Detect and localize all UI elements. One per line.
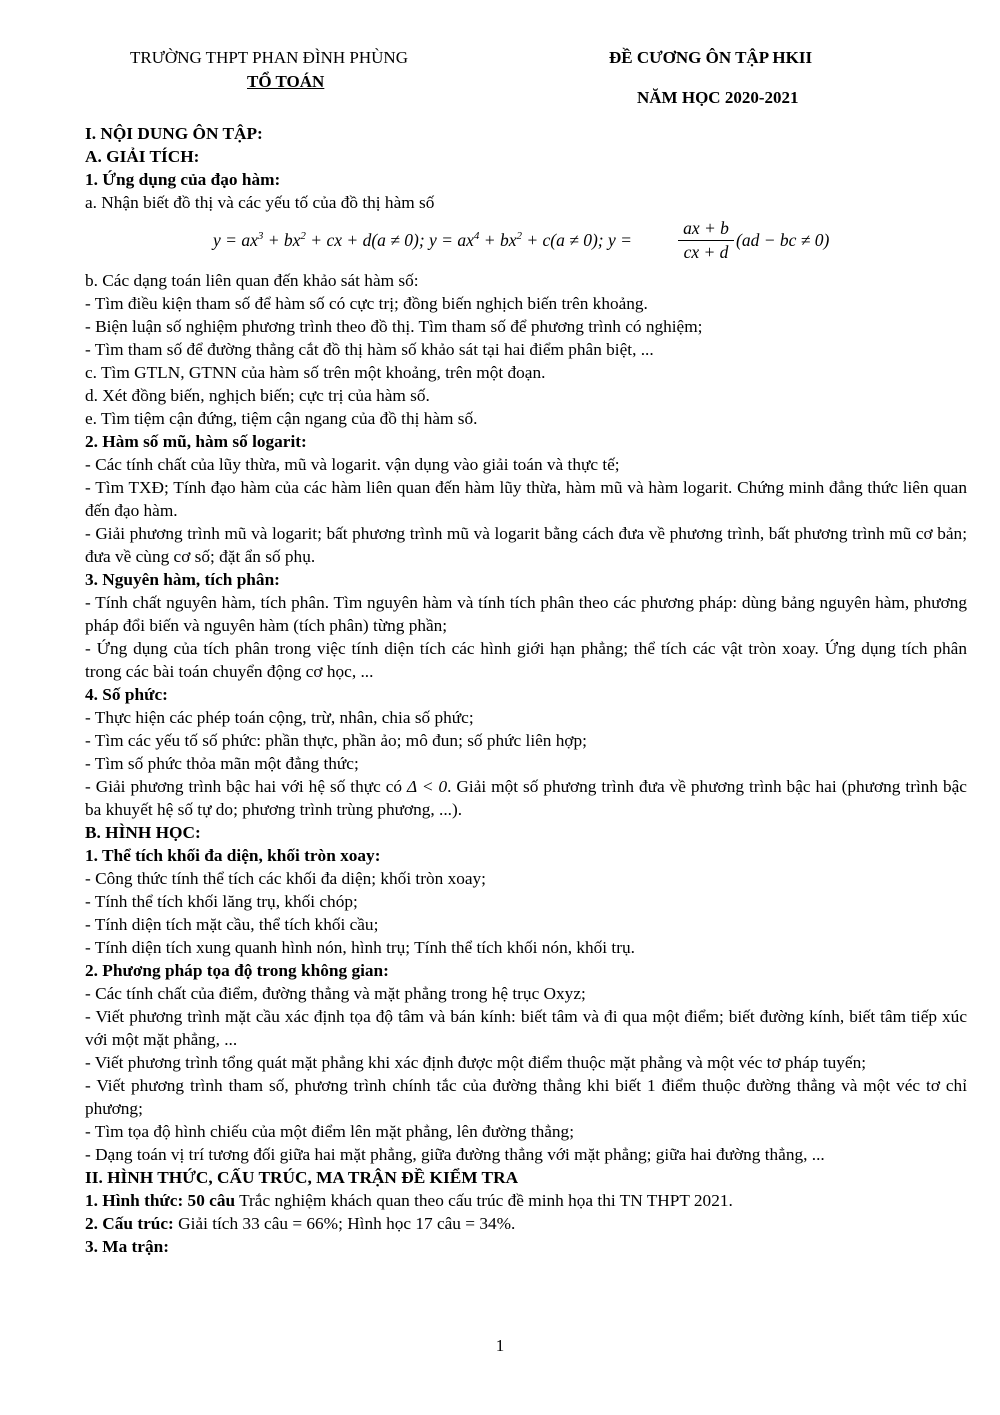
- structure-line: 2. Cấu trúc: Giải tích 33 câu = 66%; Hình học 17 câu = 34%.: [85, 1214, 516, 1233]
- topic-3-item-2: - Ứng dụng của tích phân trong việc tính diện tích các hình giới hạn phẳng; thể tích các vật tròn xoay. Ứng dụng tích phân trong các bài toán chuyển động cơ học, ...: [85, 639, 967, 681]
- geo-topic-2-item-2: - Viết phương trình mặt cầu xác định tọa độ tâm và bán kính: biết tâm và đi qua một điểm; biết đường kính, biết tâm tiếp xúc với một mặt phẳng, ...: [85, 1007, 967, 1049]
- geo-topic-2-item-3: - Viết phương trình tổng quát mặt phẳng khi xác định được một điểm thuộc mặt phẳng và một véc tơ pháp tuyến;: [85, 1053, 867, 1072]
- formula-condition: (ad − bc ≠ 0): [736, 230, 830, 250]
- geo-topic-1-title: 1. Thể tích khối đa diện, khối tròn xoay:: [85, 846, 381, 865]
- document-title: ĐỀ CƯƠNG ÔN TẬP HKII: [609, 48, 813, 67]
- department-name: TỔ TOÁN: [247, 72, 325, 91]
- topic-4-item-2: - Tìm các yếu tố số phức: phần thực, phần ảo; mô đun; số phức liên hợp;: [85, 731, 587, 750]
- topic-1-item-d: d. Xét đồng biến, nghịch biến; cực trị của hàm số.: [85, 386, 430, 405]
- topic-1-item-b2: - Biện luận số nghiệm phương trình theo đồ thị. Tìm tham số để phương trình có nghiệm;: [85, 317, 703, 336]
- school-name: TRƯỜNG THPT PHAN ĐÌNH PHÙNG: [130, 48, 408, 67]
- geo-topic-2-item-5: - Tìm tọa độ hình chiếu của một điểm lên mặt phẳng, lên đường thẳng;: [85, 1122, 574, 1141]
- geo-topic-2-item-6: - Dạng toán vị trí tương đối giữa hai mặt phẳng, giữa đường thẳng với mặt phẳng; giữa hai đường thẳng, ...: [85, 1145, 825, 1164]
- format-line: 1. Hình thức: 50 câu Trắc nghiệm khách quan theo cấu trúc đề minh họa thi TN THPT 2021.: [85, 1191, 733, 1210]
- topic-1-item-b: b. Các dạng toán liên quan đến khảo sát hàm số:: [85, 271, 419, 290]
- geo-topic-1-item-4: - Tính diện tích xung quanh hình nón, hình trụ; Tính thể tích khối nón, khối trụ.: [85, 938, 635, 957]
- topic-2-title: 2. Hàm số mũ, hàm số logarit:: [85, 432, 307, 451]
- topic-1-item-e: e. Tìm tiệm cận đứng, tiệm cận ngang của đồ thị hàm số.: [85, 409, 478, 428]
- school-year: NĂM HỌC 2020-2021: [637, 88, 799, 107]
- topic-1-title: 1. Ứng dụng của đạo hàm:: [85, 170, 281, 189]
- document-page: [85, 40, 967, 1258]
- geo-topic-1-item-1: - Công thức tính thể tích các khối đa diện; khối tròn xoay;: [85, 869, 486, 888]
- topic-3-title: 3. Nguyên hàm, tích phân:: [85, 570, 280, 589]
- topic-4-title: 4. Số phức:: [85, 685, 168, 704]
- delta-condition: Δ < 0: [407, 777, 448, 796]
- geo-topic-1-item-3: - Tính diện tích mặt cầu, thể tích khối cầu;: [85, 915, 379, 934]
- part-b-title: B. HÌNH HỌC:: [85, 823, 201, 842]
- document-header: [85, 40, 967, 122]
- formula-fraction: $\frac{ax + b}{cx + d}$: [678, 218, 734, 263]
- geo-topic-2-item-4: - Viết phương trình tham số, phương trình chính tắc của đường thẳng khi biết 1 điểm thuộc đường thẳng và một véc tơ chỉ phương;: [85, 1076, 967, 1118]
- topic-3-item-1: - Tính chất nguyên hàm, tích phân. Tìm nguyên hàm và tính tích phân theo các phương pháp: dùng bảng nguyên hàm, phương pháp đổi biến và nguyên hàm (tích phân) từng phần;: [85, 593, 967, 635]
- topic-2-item-2: - Tìm TXĐ; Tính đạo hàm của các hàm liên quan đến hàm lũy thừa, hàm mũ và hàm logarit. Chứng minh đẳng thức liên quan đến đạo hàm.: [85, 478, 967, 520]
- section-2-title: II. HÌNH THỨC, CẤU TRÚC, MA TRẬN ĐỀ KIỂM TRA: [85, 1168, 519, 1187]
- topic-1-item-b3: - Tìm tham số để đường thẳng cắt đồ thị hàm số khảo sát tại hai điểm phân biệt, ...: [85, 340, 654, 359]
- geo-topic-2-title: 2. Phương pháp tọa độ trong không gian:: [85, 961, 389, 980]
- topic-4-item-1: - Thực hiện các phép toán cộng, trừ, nhân, chia số phức;: [85, 708, 474, 727]
- topic-1-item-c: c. Tìm GTLN, GTNN của hàm số trên một khoảng, trên một đoạn.: [85, 363, 546, 382]
- geo-topic-2-item-1: - Các tính chất của điểm, đường thẳng và mặt phẳng trong hệ trục Oxyz;: [85, 984, 586, 1003]
- topic-1-item-b1: - Tìm điều kiện tham số để hàm số có cực trị; đồng biến nghịch biến trên khoảng.: [85, 294, 648, 313]
- matrix-title: 3. Ma trận:: [85, 1237, 169, 1256]
- part-a-title: A. GIẢI TÍCH:: [85, 147, 200, 166]
- formula-cubic-quartic: $y = ax^3 + bx^2$ + cx + d(a ≠ 0); $y = ax^4 + bx^2 + c(a \ne 0)$; y =: [213, 230, 632, 250]
- topic-4-item-4: - Giải phương trình bậc hai với hệ số thực có Δ < 0. Giải một số phương trình đưa về phương trình bậc hai (phương trình bậc ba khuyết hệ số tự do; phương trình trùng phương, ...).: [85, 777, 967, 819]
- page-number: 1: [495, 1336, 505, 1355]
- function-formulas: [85, 214, 967, 269]
- topic-2-item-1: - Các tính chất của lũy thừa, mũ và logarit. vận dụng vào giải toán và thực tế;: [85, 455, 620, 474]
- topic-4-item-3: - Tìm số phức thỏa mãn một đẳng thức;: [85, 754, 359, 773]
- topic-2-item-3: - Giải phương trình mũ và logarit; bất phương trình mũ và logarit bằng cách đưa về phương trình, bất phương trình mũ cơ bản; đưa về cùng cơ số; đặt ẩn số phụ.: [85, 524, 967, 566]
- geo-topic-1-item-2: - Tính thể tích khối lăng trụ, khối chóp;: [85, 892, 358, 911]
- section-1-title: I. NỘI DUNG ÔN TẬP:: [85, 124, 263, 143]
- topic-1-item-a: a. Nhận biết đồ thị và các yếu tố của đồ thị hàm số: [85, 193, 435, 212]
